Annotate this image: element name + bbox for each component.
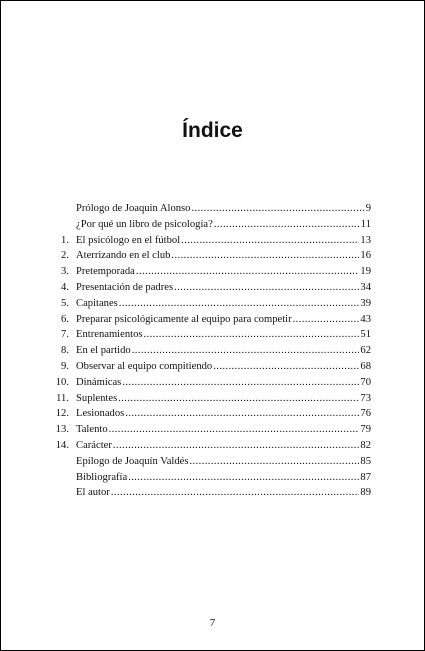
- toc-entry-page: 70: [360, 376, 371, 388]
- toc-entry-page: 82: [360, 439, 371, 451]
- toc-entry: [41, 248, 371, 264]
- toc-entry-page: 76: [360, 408, 371, 420]
- toc-entry: [41, 470, 371, 486]
- toc-entry: [41, 406, 371, 422]
- dot-leader: [119, 296, 360, 312]
- toc-entry-number: 9.: [61, 360, 69, 372]
- toc-entry-label: El autor: [76, 487, 110, 499]
- toc-entry-label: Talento: [76, 424, 108, 436]
- toc-entry-page: 87: [360, 471, 371, 483]
- toc-entry-number: 12.: [55, 408, 69, 420]
- dot-leader: [191, 201, 364, 217]
- dot-leader: [144, 327, 360, 343]
- dot-leader: [181, 233, 359, 249]
- toc-entry-number: 6.: [61, 313, 69, 325]
- toc-entry: [41, 343, 371, 359]
- toc-entry-label: Epílogo de Joaquín Valdés: [76, 455, 189, 467]
- dot-leader: [214, 217, 360, 233]
- toc-entry-label: Preparar psicológicamente al equipo para competir: [76, 313, 292, 325]
- toc-entry-page: 68: [360, 360, 371, 372]
- dot-leader: [132, 343, 360, 359]
- toc-entry-number: 11.: [56, 392, 69, 404]
- dot-leader: [109, 422, 360, 438]
- toc-entry-number: 4.: [61, 281, 69, 293]
- toc-entry-page: 34: [360, 281, 371, 293]
- toc-entry-number: 10.: [55, 376, 69, 388]
- toc-entry-label: Lesionados: [76, 408, 125, 420]
- dot-leader: [174, 280, 359, 296]
- toc-entry: [41, 217, 371, 233]
- toc-entry-label: Dinámicas: [76, 376, 122, 388]
- toc-entry: [41, 280, 371, 296]
- toc-entry-label: Carácter: [76, 439, 112, 451]
- toc-entry-number: 2.: [61, 250, 69, 262]
- toc-entry-page: 39: [360, 297, 371, 309]
- toc-entry-label: Suplentes: [76, 392, 118, 404]
- dot-leader: [128, 470, 359, 486]
- toc-entry: [41, 312, 371, 328]
- toc-entry: [41, 296, 371, 312]
- dot-leader: [136, 264, 360, 280]
- toc-entry: [41, 359, 371, 375]
- toc-entry-page: 79: [360, 424, 371, 436]
- toc-entry: [41, 327, 371, 343]
- toc-entry-label: Entrenamientos: [76, 329, 143, 341]
- dot-leader: [113, 438, 360, 454]
- toc-entry-page: 89: [360, 487, 371, 499]
- toc-entry-page: 19: [360, 266, 371, 278]
- toc-entry: [41, 454, 371, 470]
- toc-entry-page: 16: [360, 250, 371, 262]
- toc-entry-page: 51: [360, 329, 371, 341]
- toc-entry-number: 8.: [61, 345, 69, 357]
- toc-entry-page: 62: [360, 345, 371, 357]
- dot-leader: [213, 359, 359, 375]
- toc-entry: [41, 485, 371, 501]
- toc-entry-number: 3.: [61, 266, 69, 278]
- toc-entry-label: Aterrizando en el club: [76, 250, 171, 262]
- toc-entry: [41, 233, 371, 249]
- toc-entry-page: 43: [360, 313, 371, 325]
- toc-entry-label: Pretemporada: [76, 266, 135, 278]
- toc-entry-page: 73: [360, 392, 371, 404]
- toc-entry-number: 5.: [61, 297, 69, 309]
- toc-entry-label: Presentación de padres: [76, 281, 174, 293]
- toc-entry-number: 14.: [55, 439, 69, 451]
- table-of-contents: [41, 201, 371, 501]
- toc-entry-label: Prólogo de Joaquín Alonso: [76, 203, 191, 214]
- toc-entry-page: 11: [360, 218, 371, 230]
- dot-leader: [293, 312, 360, 328]
- toc-entry-number: 13.: [55, 424, 69, 436]
- toc-entry-label: Capitanes: [76, 297, 118, 309]
- toc-entry-page: 9: [365, 203, 371, 214]
- dot-leader: [190, 454, 360, 470]
- dot-leader: [125, 406, 359, 422]
- toc-entry: [41, 422, 371, 438]
- dot-leader: [111, 485, 360, 501]
- toc-entry: [41, 438, 371, 454]
- toc-entry-label: El psicólogo en el fútbol: [76, 234, 181, 246]
- toc-entry: [41, 391, 371, 407]
- toc-entry: [41, 201, 371, 217]
- dot-leader: [122, 375, 359, 391]
- toc-entry-label: Observar al equipo compitiendo: [76, 360, 213, 372]
- toc-entry-label: Bibliografía: [76, 471, 128, 483]
- toc-entry: [41, 264, 371, 280]
- page-number: 7: [209, 617, 216, 629]
- toc-entry-label: ¿Por qué un libro de psicología?: [76, 218, 213, 230]
- toc-entry-label: En el partido: [76, 345, 131, 357]
- index-title: Índice: [182, 119, 243, 142]
- toc-entry-number: 1.: [61, 234, 69, 246]
- toc-entry-number: 7.: [61, 329, 69, 341]
- toc-entry-page: 13: [360, 234, 371, 246]
- toc-entry-page: 85: [360, 455, 371, 467]
- dot-leader: [118, 391, 359, 407]
- toc-entry: [41, 375, 371, 391]
- dot-leader: [171, 248, 359, 264]
